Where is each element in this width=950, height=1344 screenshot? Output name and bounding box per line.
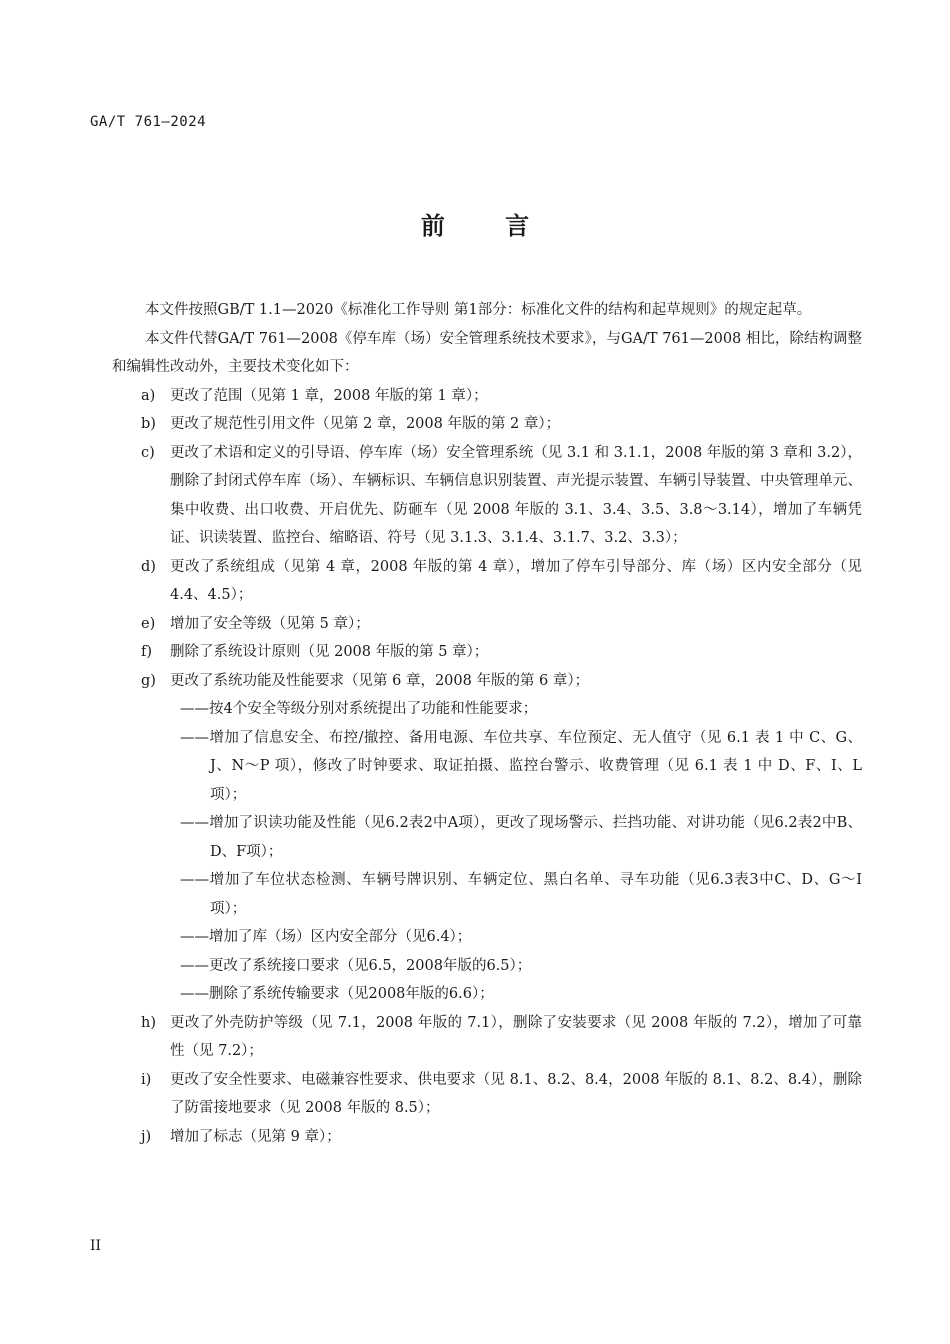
intro-paragraph: 本文件按照GB/T 1.1—2020《标准化工作导则 第1部分：标准化文件的结构和起草规则》的规定起草。 [145, 302, 812, 318]
list-item-label: d) [141, 558, 156, 575]
list-item-label: c) [141, 444, 155, 461]
list-item [112, 410, 862, 439]
list-item [112, 553, 862, 610]
list-item-text: 更改了范围（见第 1 章，2008 年版的第 1 章）； [170, 387, 488, 404]
list-item [112, 382, 862, 411]
list-item-label: b) [141, 416, 156, 432]
list-item [112, 1123, 862, 1152]
list-item-label: e) [141, 615, 156, 632]
list-item [112, 667, 862, 696]
sub-item: ——增加了库（场）区内安全部分（见6.4）； [180, 929, 472, 945]
list-item-text: 更改了系统功能及性能要求（见第 6 章，2008 年版的第 6 章）； [170, 672, 590, 689]
list-item-text: 更改了术语和定义的引导语、停车库（场）安全管理系统（见 3.1 和 3.1.1，2008 年版的第 3 章和 3.2），删除了封闭式停车库（场）、车辆标识、车辆信息识别装置、声光提示装置、车辆引导装置、中央管理单元、集中收费、出口收费、开启优先、防砸车（见 2008 年版的 3.1、3.4、3.5、3.8～3.14），增加了车辆凭证、识读装置、监控台、缩略语、符号（见 3.1.3、3.1.4、3.1.7、3.2、3.3）； [170, 444, 862, 546]
intro-paragraph: 本文件代替GA/T 761—2008《停车库（场）安全管理系统技术要求》，与GA/T 761—2008 相比，除结构调整和编辑性改动外，主要技术变化如下： [112, 330, 862, 375]
list-item-label: h) [141, 1014, 156, 1031]
list-item-text: 更改了系统组成（见第 4 章，2008 年版的第 4 章），增加了停车引导部分、库（场）区内安全部分（见 4.4、4.5）； [170, 558, 862, 603]
list-item-label: a) [141, 387, 156, 404]
sub-item: ——增加了车位状态检测、车辆号牌识别、车辆定位、黑白名单、寻车功能（见6.3表3中C、D、G～I项）； [180, 872, 863, 917]
list-item-text: 删除了系统设计原则（见 2008 年版的第 5 章）； [170, 644, 489, 660]
sub-item: ——增加了信息安全、布控/撤控、备用电源、车位共享、车位预定、无人值守（见 6.1 表 1 中 C、G、J、N～P 项），修改了时钟要求、取证拍摄、监控台警示、收费管理（见 6.1 表 1 中 D、F、I、L 项）； [180, 729, 862, 803]
list-item [112, 638, 862, 667]
list-item-text: 更改了规范性引用文件（见第 2 章，2008 年版的第 2 章）； [170, 416, 561, 432]
list-item-text: 更改了安全性要求、电磁兼容性要求、供电要求（见 8.1、8.2、8.4，2008 年版的 8.1、8.2、8.4），删除了防雷接地要求（见 2008 年版的 8.5）； [170, 1071, 862, 1116]
list-item [112, 610, 862, 639]
list-item-label: f) [141, 644, 153, 660]
list-item-text: 增加了标志（见第 9 章）； [170, 1128, 341, 1145]
list-item [112, 1066, 862, 1123]
list-item-label: j) [141, 1128, 152, 1145]
list-item-text: 更改了外壳防护等级（见 7.1，2008 年版的 7.1），删除了安装要求（见 2008 年版的 7.2），增加了可靠性（见 7.2）； [170, 1014, 862, 1059]
document-id: GA/T 761—2024 [90, 114, 207, 130]
list-item [112, 439, 862, 553]
list-item-label: g) [141, 672, 156, 689]
page-number: II [90, 1238, 102, 1254]
sub-item: ——按4个安全等级分别对系统提出了功能和性能要求； [180, 701, 538, 717]
list-item [112, 1009, 862, 1066]
list-item-text: 增加了安全等级（见第 5 章）； [170, 615, 370, 632]
page-title: 前 言 [420, 212, 556, 240]
document-body [112, 296, 862, 1151]
sub-item: ——增加了识读功能及性能（见6.2表2中A项），更改了现场警示、拦挡功能、对讲功能（见6.2表2中B、D、F项）； [180, 815, 862, 860]
sub-item: ——删除了系统传输要求（见2008年版的6.6）； [180, 986, 494, 1002]
list-item-label: i) [141, 1071, 152, 1088]
sub-item: ——更改了系统接口要求（见6.5，2008年版的6.5）； [180, 957, 532, 974]
